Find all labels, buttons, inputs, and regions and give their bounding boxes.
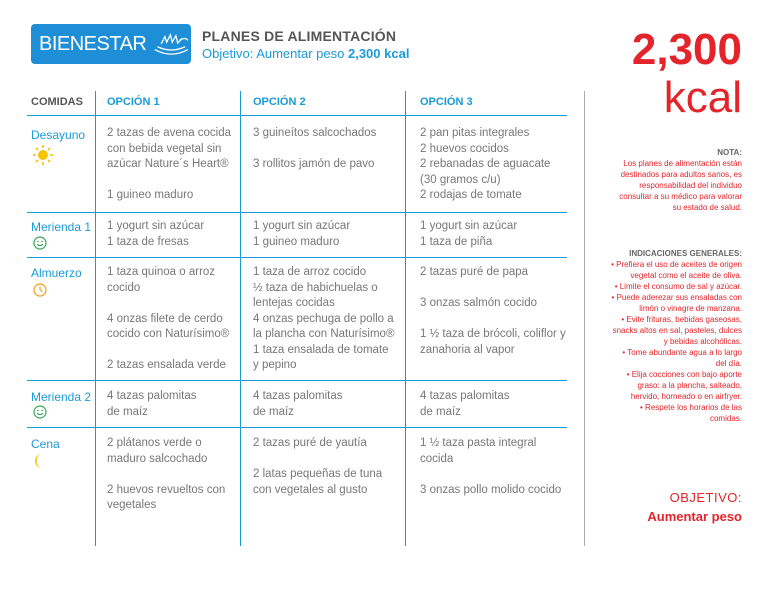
indications-text: • Prefiera el uso de aceites de origen vegetal como el aceite de oliva. • Limite el consumo de sal y azúcar. • Puede aderezar sus ensaladas con limón o vinagre de manzana. • Evite frituras, bebidas gaseosas, snacks altos en sal, pasteles, dulces y bebidas alcohólicas. • Tome abundante agua a lo largo del día. • Elija cocciones con bajo aporte graso: a la plancha, salteado, hervido, horneado o en airfryer. • Respete los horarios de las comidas. [611,260,742,423]
cell-desayuno-opcion-3: 2 pan pitas integrales 2 huevos cocidos 2 rebanadas de aguacate (30 gramos c/u) 2 rodajas de tomate [420,127,551,201]
col-head-opcion-2: OPCIÓN 2 [253,96,306,108]
cell-almuerzo-opcion-2: 1 taza de arroz cocido ½ taza de habichuelas o lentejas cocidas 4 onzas pechuga de pollo a la plancha con Naturísimo® 1 taza ensalada de tomate y pepino [253,266,395,371]
meal-name-merienda-2: Merienda 2 [31,390,92,404]
calorie-unit: kcal [663,73,742,122]
note-block [592,147,742,213]
cell-cena-opcion-2: 2 tazas puré de yautía 2 latas pequeñas de tuna con vegetales al gusto [253,437,383,496]
smiley-icon [33,236,47,250]
cell-merienda-1-opcion-3: 1 yogurt sin azúcar 1 taza de piña [420,220,518,248]
meal-name-cena: Cena [31,437,60,451]
calorie-number: 2,300 [631,25,742,74]
cell-almuerzo-opcion-3: 2 tazas puré de papa 3 onzas salmón cocido 1 ½ taza de brócoli, coliflor y zanahoria al vapor [420,266,566,356]
cell-desayuno-opcion-2: 3 guineítos salcochados 3 rollitos jamón de pavo [253,127,377,170]
note-text: Los planes de alimentación están destinados para adultos sanos, es responsabilidad del individuo consultar a su médico para valorar su estado de salud. [619,159,742,212]
cell-desayuno-opcion-1: 2 tazas de avena cocida con bebida vegetal sin azúcar Nature´s Heart® 1 guineo maduro [107,127,232,201]
row-divider [27,427,567,428]
clock-icon [33,283,47,297]
smiley-icon [33,405,47,419]
col-head-comidas: COMIDAS [31,96,83,108]
cell-merienda-2-opcion-3: 4 tazas palomitas de maíz [420,390,510,418]
meal-name-desayuno: Desayuno [31,128,86,142]
plan-subtitle [202,46,409,61]
general-indications-block [582,248,742,424]
bird-nest-icon [152,30,191,58]
cell-merienda-2-opcion-1: 4 tazas palomitas de maíz [107,390,197,418]
indications-heading: INDICACIONES GENERALES: [629,249,742,258]
column-divider [95,91,96,546]
row-divider [27,212,567,213]
objective-value: Aumentar peso [647,509,742,524]
brand-name: BIENESTAR [39,32,147,55]
row-divider [27,257,567,258]
column-divider [405,91,406,546]
meal-name-almuerzo: Almuerzo [31,266,82,280]
plan-title: PLANES DE ALIMENTACIÓN [202,28,397,44]
sun-icon [33,145,53,165]
row-divider [27,380,567,381]
col-head-opcion-1: OPCIÓN 1 [107,96,160,108]
subtitle-kcal: 2,300 kcal [347,46,410,61]
col-head-opcion-3: OPCIÓN 3 [420,96,473,108]
subtitle-prefix: Objetivo: Aumentar peso [202,46,348,61]
cell-merienda-2-opcion-2: 4 tazas palomitas de maíz [253,390,343,418]
cell-cena-opcion-1: 2 plátanos verde o maduro salcochado 2 huevos revueltos con vegetales [107,437,226,511]
cell-almuerzo-opcion-1: 1 taza quinoa o arroz cocido 4 onzas filete de cerdo cocido con Naturísimo® 2 tazas ensalada verde [107,266,230,371]
note-heading: NOTA: [717,148,742,157]
cell-cena-opcion-3: 1 ½ taza pasta integral cocida 3 onzas pollo molido cocido [420,437,562,496]
brand-logo [31,24,191,64]
column-divider [240,91,241,546]
row-divider [27,115,567,116]
moon-icon [33,453,47,469]
objective-label: OBJETIVO: [669,490,742,505]
cell-merienda-1-opcion-2: 1 yogurt sin azúcar 1 guineo maduro [253,220,351,248]
meal-name-merienda-1: Merienda 1 [31,220,92,234]
cell-merienda-1-opcion-1: 1 yogurt sin azúcar 1 taza de fresas [107,220,205,248]
